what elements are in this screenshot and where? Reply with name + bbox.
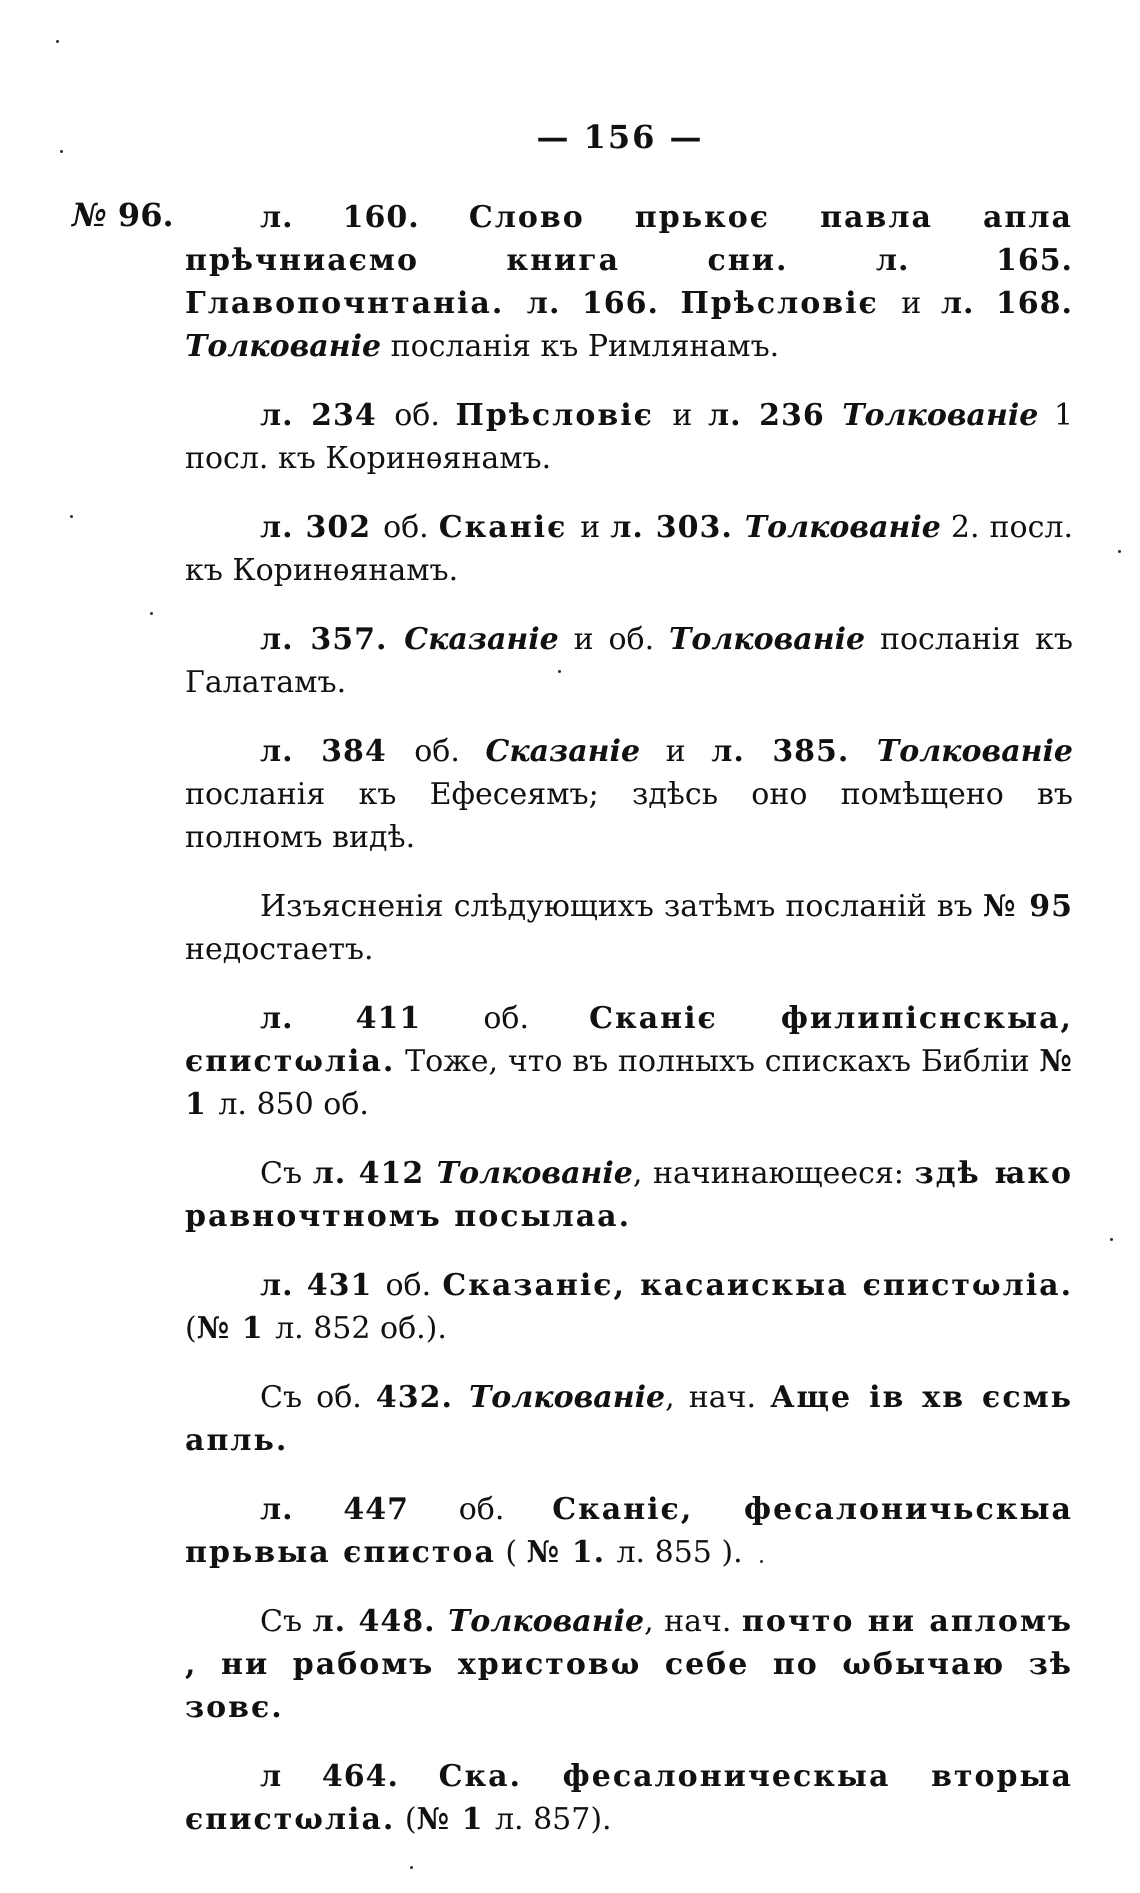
body-text: 1 посл. къ Коринѳянамъ.	[185, 398, 1074, 476]
church-slavonic-title: Слово прькоє павла апла прѣчниаємо книга сни.	[185, 200, 1073, 278]
entry-paragraph	[185, 394, 1073, 480]
term-italic: Толкованіе	[669, 622, 866, 657]
scan-speck	[760, 1560, 763, 1563]
body-text: , нач.	[665, 1380, 771, 1415]
church-slavonic-title: Сканіє	[438, 510, 581, 545]
body-text: (	[395, 1802, 417, 1837]
entry-paragraph	[185, 196, 1073, 368]
church-slavonic-title: Главопочнтаніа.	[185, 286, 527, 321]
body-text: л. 852 об.).	[275, 1311, 447, 1346]
folio-reference: л. 160.	[260, 200, 469, 235]
church-slavonic-title: Сказаніє, касаискыа єпистωліа.	[442, 1268, 1074, 1303]
body-text: посланія къ Римлянамъ.	[381, 329, 780, 364]
entry-paragraph	[185, 1755, 1073, 1841]
body-text: об.	[394, 398, 456, 433]
entry-paragraph	[185, 1264, 1073, 1350]
entry-paragraph	[185, 997, 1073, 1126]
scan-speck	[1110, 1238, 1113, 1241]
folio-reference: 432.	[375, 1380, 469, 1415]
folio-reference: л. 234	[260, 398, 395, 433]
scan-speck	[70, 515, 73, 518]
body-text: (	[185, 1311, 197, 1346]
church-slavonic-title: почто ни апломъ , ни рабомъ христовω себе по ωбычаю зѣ зовє.	[185, 1604, 1074, 1725]
body-text: , начинающееся:	[632, 1156, 915, 1191]
body-text: посланія къ Галатамъ.	[185, 622, 1073, 700]
body-text: об.	[458, 1492, 553, 1527]
folio-reference: л. 168.	[940, 286, 1073, 321]
folio-reference: № 1	[185, 1044, 1073, 1122]
folio-reference: л. 431	[260, 1268, 386, 1303]
folio-reference: л. 165.	[875, 243, 1074, 278]
body-text: и	[901, 286, 941, 321]
body-text: л. 850 об.	[218, 1087, 369, 1122]
body-text: л. 857).	[494, 1802, 612, 1837]
entry-paragraph	[185, 1600, 1073, 1729]
folio-reference: л. 384	[260, 734, 415, 769]
folio-reference: л. 447	[260, 1492, 459, 1527]
folio-reference: л. 385.	[711, 734, 877, 769]
body-text: об.	[483, 1001, 590, 1036]
entry-paragraph	[185, 1376, 1073, 1462]
term-italic: Толкованіе	[185, 329, 382, 364]
folio-reference: л. 412	[312, 1156, 437, 1191]
church-slavonic-title: здѣ ꙗко равночтномъ посылаа.	[185, 1156, 1074, 1234]
folio-reference: № 1	[416, 1802, 495, 1837]
body-text: недостаетъ.	[185, 932, 374, 967]
scan-speck	[60, 150, 63, 153]
entry-paragraph	[185, 506, 1073, 592]
entry-paragraph	[185, 885, 1073, 971]
term-italic: Толкованіе	[744, 510, 941, 545]
church-slavonic-title: Ска. фесалоническыа вторыа єпистωліа.	[185, 1759, 1073, 1837]
body-text: Съ об.	[260, 1380, 376, 1415]
folio-reference: л. 357.	[260, 622, 405, 657]
scan-speck	[410, 1866, 413, 1869]
folio-reference: л. 411	[260, 1001, 484, 1036]
folio-reference: № 1.	[526, 1535, 617, 1570]
scan-speck	[1118, 550, 1121, 553]
body-text: посланія къ Ефесеямъ; здѣсь оно помѣщено въ полномъ видѣ.	[185, 777, 1073, 855]
term-italic: Толкованіе	[468, 1380, 666, 1415]
folio-reference: № 1	[196, 1311, 276, 1346]
scan-speck	[558, 670, 561, 673]
body-text: об.	[414, 734, 486, 769]
body-text: и	[672, 398, 708, 433]
church-slavonic-title: Сканіє, фесалоничьскыа прьвыа єпистоа	[185, 1492, 1073, 1570]
page-number: — 156 —	[536, 118, 704, 156]
entry-paragraph	[185, 1152, 1073, 1238]
entry-paragraph	[185, 618, 1073, 704]
entry-number-value: 96.	[117, 196, 174, 234]
folio-reference: л 464.	[260, 1759, 439, 1794]
body-text: и об.	[558, 622, 669, 657]
scan-speck	[150, 612, 153, 615]
body-text: , нач.	[644, 1604, 742, 1639]
folio-reference: л. 302	[260, 510, 384, 545]
term-italic: Сказаніе	[485, 734, 641, 769]
term-italic: Сказаніе	[404, 622, 559, 657]
body-text: Изъясненія слѣдующихъ затѣмъ посланій въ	[260, 889, 984, 924]
term-italic: Толкованіе	[876, 734, 1073, 769]
term-italic: Толкованіе	[842, 398, 1039, 433]
entry-paragraph	[185, 1488, 1073, 1574]
folio-reference: л. 166.	[526, 286, 681, 321]
folio-reference: л. 303.	[610, 510, 745, 545]
body-text: об.	[383, 510, 439, 545]
body-text: Тоже, что въ полныхъ спискахъ Библіи	[395, 1044, 1040, 1079]
body-text: и	[580, 510, 611, 545]
entry-number	[72, 196, 174, 234]
folio-reference: л. 448.	[312, 1604, 448, 1639]
church-slavonic-title: Прѣсловіє	[455, 398, 673, 433]
entry-body	[185, 196, 1073, 1867]
numero-sign: №	[72, 196, 107, 234]
scan-speck	[56, 40, 59, 43]
body-text: Съ	[260, 1604, 313, 1639]
term-italic: Толкованіе	[436, 1156, 633, 1191]
body-text: (	[495, 1535, 527, 1570]
body-text: л. 855 ).	[616, 1535, 743, 1570]
church-slavonic-title: Аще ів хв єсмь апль.	[185, 1380, 1073, 1458]
folio-reference: л. 236	[707, 398, 843, 433]
term-italic: Толкованіе	[447, 1604, 645, 1639]
church-slavonic-title: Сканіє филипіснскыа, єпистωліа.	[185, 1001, 1073, 1079]
body-text: и	[640, 734, 712, 769]
body-text: Съ	[260, 1156, 313, 1191]
church-slavonic-title: Прѣсловіє	[680, 286, 902, 321]
entry-paragraph	[185, 730, 1073, 859]
folio-reference: № 95	[983, 889, 1073, 924]
body-text: 2. посл. къ Коринѳянамъ.	[185, 510, 1074, 588]
body-text: об.	[385, 1268, 443, 1303]
